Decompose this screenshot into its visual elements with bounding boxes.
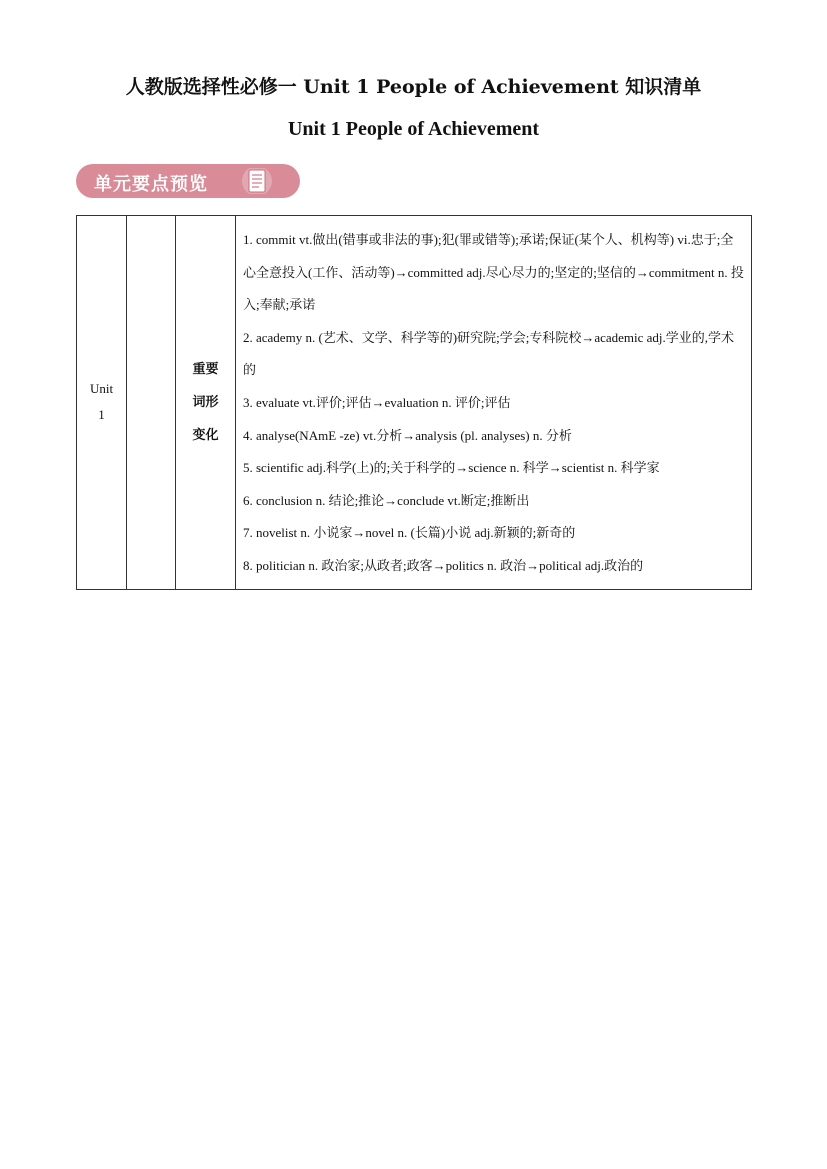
- unit-label: Unit: [89, 381, 114, 397]
- category-line: 变化: [192, 427, 219, 443]
- unit-cell: [77, 216, 127, 590]
- empty-cell: [127, 216, 176, 590]
- section-banner-label: 单元要点预览: [94, 174, 208, 195]
- entries-cell: [236, 216, 752, 590]
- document-title: 人教版选择性必修一 Unit 1 People of Achievement 知识清单: [125, 76, 702, 98]
- table-row: [77, 216, 752, 590]
- vocab-entry: 4. analyse(NAmE -ze) vt.分析→analysis (pl. analyses) n. 分析: [243, 427, 572, 443]
- vocab-entry: 1. commit vt.做出(错事或非法的事);犯(罪或错等);承诺;保证(某个人、机构等) vi.忠于;全心全意投入(工作、活动等)→committed adj.尽心尽力的;坚定的;坚信的→commitment n. 投入;奉献;承诺: [243, 232, 744, 313]
- vocab-entry: 6. conclusion n. 结论;推论→conclude vt.断定;推断出: [243, 492, 530, 508]
- category-line: 词形: [192, 394, 219, 410]
- vocabulary-table: [76, 215, 752, 590]
- vocab-entry: 5. scientific adj.科学(上)的;关于科学的→science n. 科学→scientist n. 科学家: [243, 460, 660, 476]
- section-banner: [76, 164, 300, 198]
- category-line: 重要: [192, 361, 219, 377]
- document-subtitle: Unit 1 People of Achievement: [287, 118, 540, 140]
- unit-number: 1: [98, 407, 105, 423]
- category-cell: [176, 216, 236, 590]
- vocab-entry: 7. novelist n. 小说家→novel n. (长篇)小说 adj.新颖的;新奇的: [243, 525, 576, 541]
- document-icon: [240, 168, 274, 194]
- vocab-entry: 2. academy n. (艺术、文学、科学等的)研究院;学会;专科院校→academic adj.学业的,学术的: [243, 329, 735, 378]
- vocab-entry: 8. politician n. 政治家;从政者;政客→politics n. 政治→political adj.政治的: [243, 557, 644, 573]
- vocab-entry: 3. evaluate vt.评价;评估→evaluation n. 评价;评估: [243, 394, 511, 410]
